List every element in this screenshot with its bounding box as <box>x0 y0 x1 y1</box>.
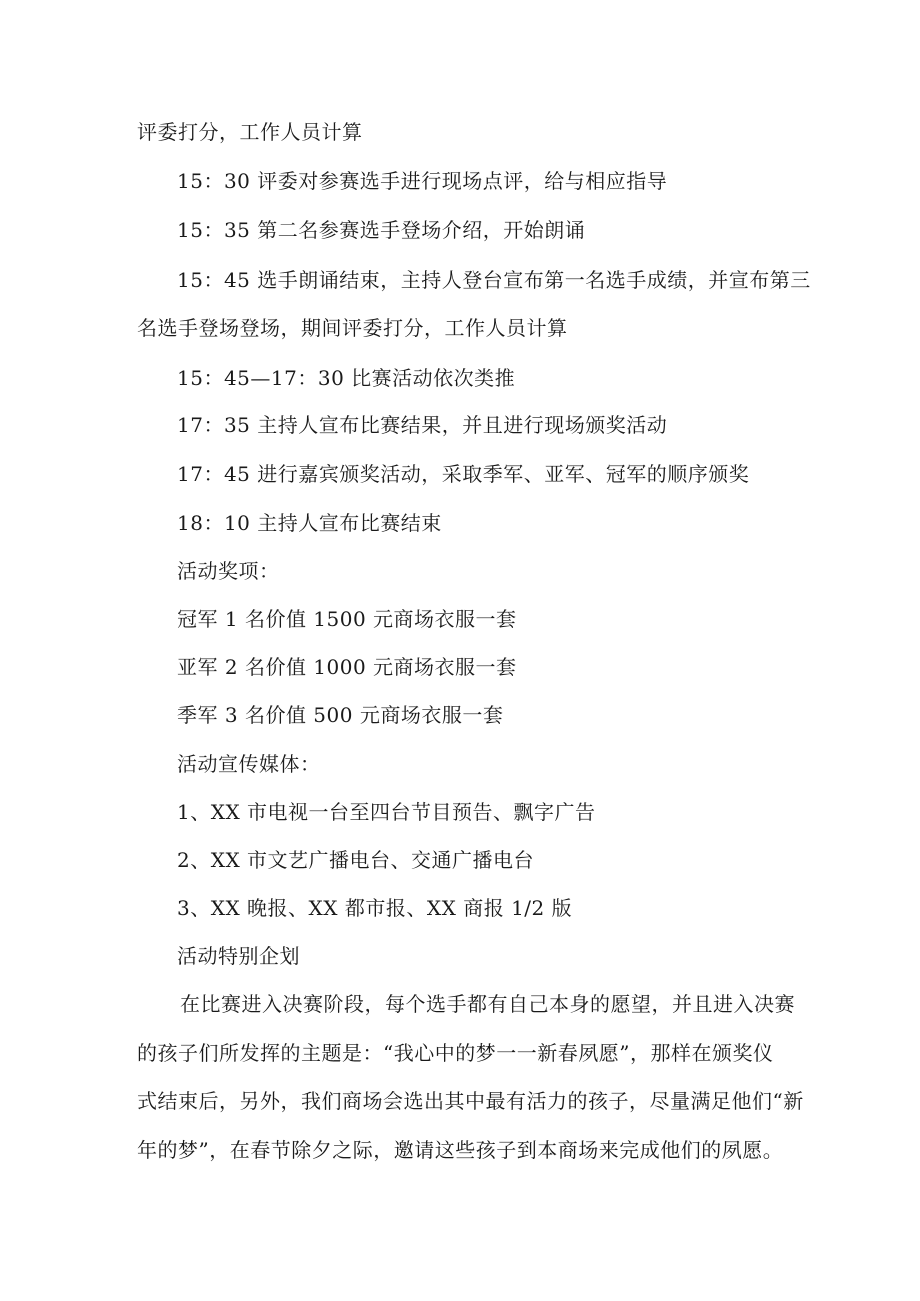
text-line: 15：30 评委对参赛选手进行现场点评，给与相应指导 <box>177 169 668 193</box>
text-line: 15：45 选手朗诵结束，主持人登台宣布第一名选手成绩，并宣布第三 <box>177 268 811 292</box>
paragraph-line: 年的梦”，在春节除夕之际，邀请这些孩子到本商场来完成他们的夙愿。 <box>137 1138 784 1162</box>
section-heading: 活动特别企划 <box>177 944 300 968</box>
media-item: 1、XX 市电视一台至四台节目预告、飘字广告 <box>177 800 596 824</box>
media-item: 3、XX 晚报、XX 都市报、XX 商报 1/2 版 <box>177 896 573 920</box>
paragraph-line: 在比赛进入决赛阶段，每个选手都有自己本身的愿望，并且进入决赛 <box>180 992 795 1016</box>
paragraph-line: 式结束后，另外，我们商场会选出其中最有活力的孩子，尽量满足他们“新 <box>137 1089 804 1113</box>
section-heading: 活动宣传媒体： <box>177 752 321 776</box>
award-item: 亚军 2 名价值 1000 元商场衣服一套 <box>177 655 517 679</box>
award-item: 冠军 1 名价值 1500 元商场衣服一套 <box>177 607 517 631</box>
award-item: 季军 3 名价值 500 元商场衣服一套 <box>177 703 504 727</box>
text-line: 名选手登场登场，期间评委打分，工作人员计算 <box>137 316 568 340</box>
media-item: 2、XX 市文艺广播电台、交通广播电台 <box>177 848 535 872</box>
paragraph-line: 的孩子们所发挥的主题是：“我心中的梦一一新春夙愿”，那样在颁奖仪 <box>137 1041 774 1065</box>
section-heading: 活动奖项： <box>177 559 280 583</box>
text-line: 17：35 主持人宣布比赛结果，并且进行现场颁奖活动 <box>177 413 668 437</box>
text-line: 15：45—17：30 比赛活动依次类推 <box>177 366 516 390</box>
text-line: 18：10 主持人宣布比赛结束 <box>177 511 442 535</box>
text-line: 评委打分，工作人员计算 <box>137 120 363 144</box>
text-line: 17：45 进行嘉宾颁奖活动，采取季军、亚军、冠军的顺序颁奖 <box>177 462 750 486</box>
text-line: 15：35 第二名参赛选手登场介绍，开始朗诵 <box>177 218 586 242</box>
